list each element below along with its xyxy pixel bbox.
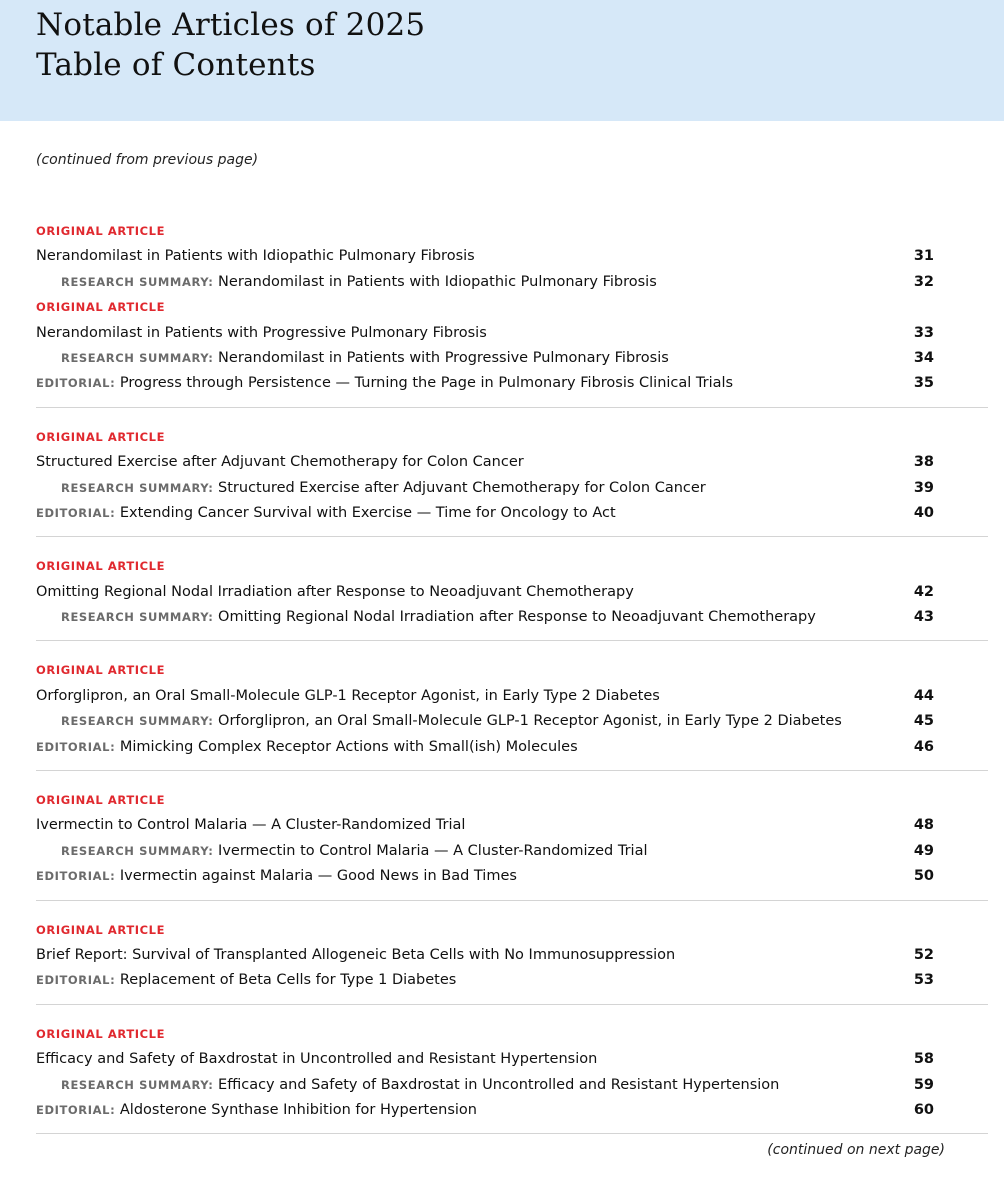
toc-entry-summary[interactable] [36,476,988,501]
page-number: 46 [913,738,934,755]
page-number: 49 [913,842,934,859]
toc-section [36,918,988,1005]
page-number: 32 [913,273,934,290]
entry-title[interactable]: Nerandomilast in Patients with Idiopathic Pulmonary Fibrosis [218,273,657,290]
entry-title[interactable]: Extending Cancer Survival with Exercise — Time for Oncology to Act [119,504,616,521]
section-label: ORIGINAL ARTICLE [36,559,166,574]
summary-label: RESEARCH SUMMARY: [61,843,214,858]
title-line-1: Notable Articles of 2025 [36,7,426,43]
toc-entry-main[interactable] [36,321,988,346]
entry-title[interactable]: Structured Exercise after Adjuvant Chemotherapy for Colon Cancer [36,454,524,471]
editorial-label: EDITORIAL: [36,1102,116,1117]
editorial-label: EDITORIAL: [36,505,116,520]
toc-entry-main[interactable] [36,580,988,605]
entry-title[interactable]: Progress through Persistence — Turning the Page in Pulmonary Fibrosis Clinical Trials [119,375,734,392]
page-number: 44 [913,687,934,704]
summary-label: RESEARCH SUMMARY: [61,480,214,495]
summary-label: RESEARCH SUMMARY: [61,610,214,625]
page-number: 43 [913,609,934,626]
entry-title[interactable]: Ivermectin to Control Malaria — A Cluster-Randomized Trial [36,817,466,834]
page-number: 58 [913,1051,934,1068]
toc-entry-summary[interactable] [36,346,988,371]
entry-title[interactable]: Brief Report: Survival of Transplanted Allogeneic Beta Cells with No Immunosuppression [36,946,676,963]
page-title [36,5,425,85]
section-label-row [36,788,988,813]
table-of-contents [36,219,988,1151]
toc-entry-editorial[interactable] [36,735,988,760]
summary-label: RESEARCH SUMMARY: [61,274,214,289]
title-line-2: Table of Contents [36,47,316,83]
editorial-label: EDITORIAL: [36,376,116,391]
entry-title[interactable]: Omitting Regional Nodal Irradiation after Response to Neoadjuvant Chemotherapy [36,583,634,600]
page-number: 59 [913,1076,934,1093]
section-label: ORIGINAL ARTICLE [36,663,166,678]
summary-label: RESEARCH SUMMARY: [61,714,214,729]
entry-title[interactable]: Omitting Regional Nodal Irradiation after Response to Neoadjuvant Chemotherapy [218,609,816,626]
toc-entry-main[interactable] [36,813,988,838]
page-number: 42 [913,583,934,600]
toc-entry-main[interactable] [36,244,988,269]
section-label-row [36,219,988,244]
toc-entry-main[interactable] [36,684,988,709]
entry-title[interactable]: Ivermectin against Malaria — Good News in Bad Times [119,868,517,885]
entry-title[interactable]: Efficacy and Safety of Baxdrostat in Uncontrolled and Resistant Hypertension [218,1076,780,1093]
page-header [0,0,1004,121]
page-number: 38 [913,454,934,471]
page-number: 31 [913,248,934,265]
summary-label: RESEARCH SUMMARY: [61,1077,214,1092]
entry-title[interactable]: Efficacy and Safety of Baxdrostat in Uncontrolled and Resistant Hypertension [36,1051,598,1068]
entry-title[interactable]: Ivermectin to Control Malaria — A Cluster-Randomized Trial [218,842,648,859]
toc-section [36,554,988,641]
toc-entry-summary[interactable] [36,709,988,734]
toc-entry-editorial[interactable] [36,1098,988,1123]
toc-section [36,1022,988,1135]
entry-title[interactable]: Orforglipron, an Oral Small-Molecule GLP-1 Receptor Agonist, in Early Type 2 Diabetes [218,713,842,730]
section-label: ORIGINAL ARTICLE [36,1026,166,1041]
toc-entry-main[interactable] [36,1047,988,1072]
section-label: ORIGINAL ARTICLE [36,429,166,444]
entry-title[interactable]: Nerandomilast in Patients with Progressive Pulmonary Fibrosis [218,349,669,366]
toc-entry-summary[interactable] [36,839,988,864]
section-label-row [36,918,988,943]
toc-section [36,788,988,901]
toc-section [36,658,988,771]
page-number: 52 [913,946,934,963]
entry-title[interactable]: Replacement of Beta Cells for Type 1 Diabetes [119,972,457,989]
page-number: 48 [913,817,934,834]
page-number: 39 [913,479,934,496]
page-number: 45 [913,713,934,730]
toc-entry-summary[interactable] [36,270,988,295]
toc-entry-summary[interactable] [36,1073,988,1098]
toc-entry-main[interactable] [36,450,988,475]
section-label: ORIGINAL ARTICLE [36,793,166,808]
section-label: ORIGINAL ARTICLE [36,224,166,238]
page-number: 33 [913,324,934,341]
toc-section [36,425,988,538]
editorial-label: EDITORIAL: [36,973,116,988]
toc-entry-main[interactable] [36,943,988,968]
section-label-row [36,554,988,579]
toc-section [36,219,988,408]
continued-from-note: (continued from previous page) [36,152,259,168]
toc-entry-editorial[interactable] [36,371,988,396]
toc-entry-editorial[interactable] [36,501,988,526]
page-number: 40 [913,504,934,521]
section-label: ORIGINAL ARTICLE [36,922,166,937]
section-label-row [36,1022,988,1047]
editorial-label: EDITORIAL: [36,869,116,884]
entry-title[interactable]: Aldosterone Synthase Inhibition for Hypertension [119,1101,477,1118]
toc-entry-editorial[interactable] [36,968,988,993]
section-label-row [36,658,988,683]
summary-label: RESEARCH SUMMARY: [61,350,214,365]
toc-entry-summary[interactable] [36,605,988,630]
section-label-row [36,295,988,320]
section-label-row [36,425,988,450]
page-number: 35 [913,375,934,392]
entry-title[interactable]: Nerandomilast in Patients with Idiopathic Pulmonary Fibrosis [36,248,475,265]
entry-title[interactable]: Orforglipron, an Oral Small-Molecule GLP-1 Receptor Agonist, in Early Type 2 Diabetes [36,687,660,704]
page-number: 60 [913,1101,934,1118]
page-number: 53 [913,972,934,989]
editorial-label: EDITORIAL: [36,739,116,754]
continued-on-note: (continued on next page) [767,1142,945,1158]
toc-entry-editorial[interactable] [36,864,988,889]
page-number: 50 [913,868,934,885]
entry-title[interactable]: Structured Exercise after Adjuvant Chemotherapy for Colon Cancer [218,479,706,496]
entry-title[interactable]: Nerandomilast in Patients with Progressive Pulmonary Fibrosis [36,324,487,341]
section-label: ORIGINAL ARTICLE [36,300,166,315]
page-number: 34 [913,349,934,366]
entry-title[interactable]: Mimicking Complex Receptor Actions with Small(ish) Molecules [119,738,578,755]
